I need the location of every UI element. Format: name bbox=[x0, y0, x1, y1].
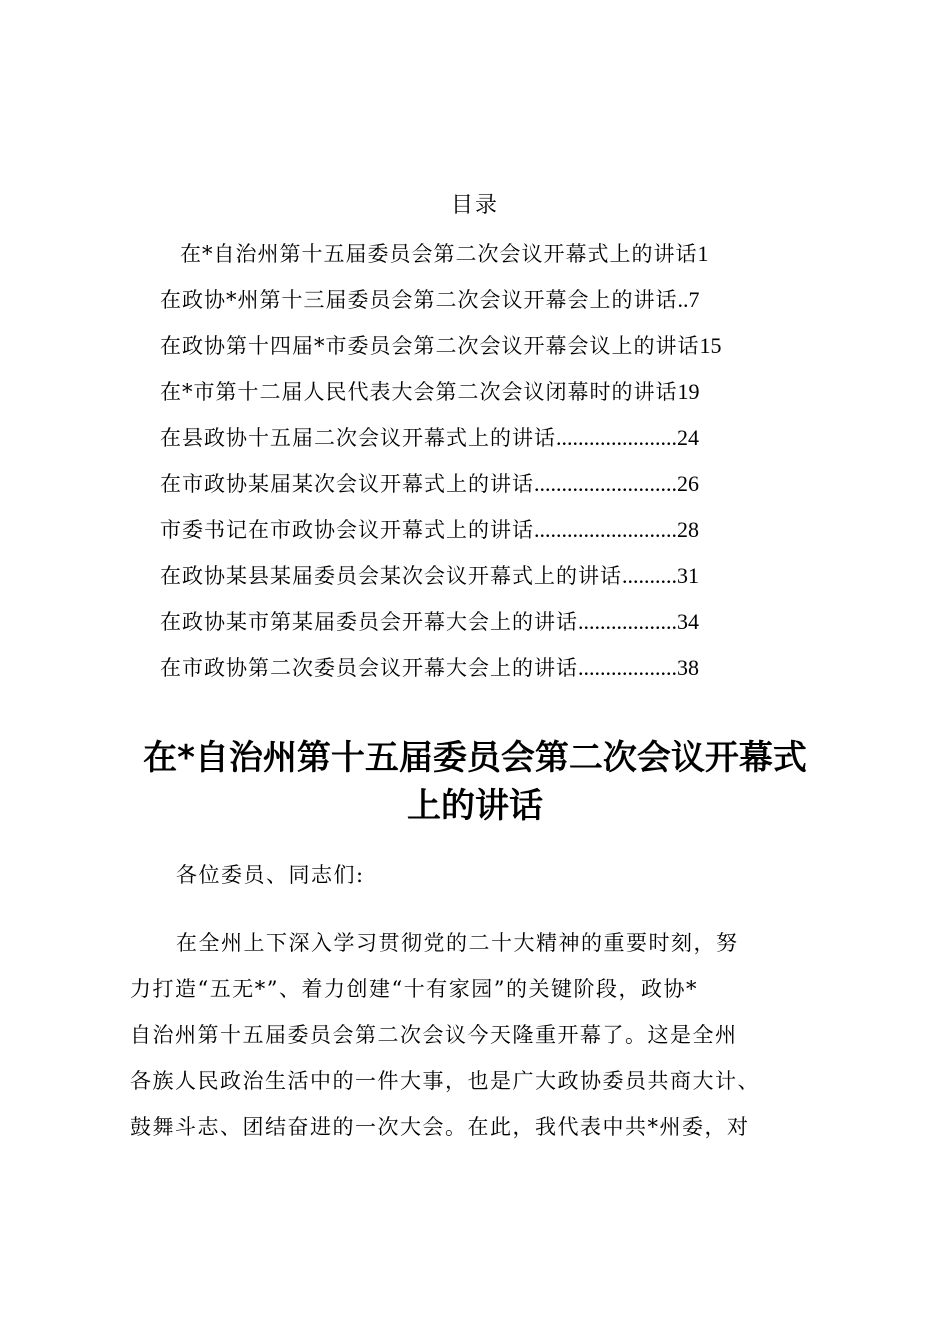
toc-entry-leader: .................. bbox=[578, 655, 677, 680]
toc-entry[interactable] bbox=[160, 606, 800, 638]
article-title-line: 上的讲话 bbox=[407, 786, 543, 826]
toc-entry-leader: .................. bbox=[578, 609, 677, 634]
paragraph-line: 鼓舞斗志、团结奋进的一次大会。在此，我代表中共*州委，对 bbox=[130, 1115, 750, 1139]
toc-entry[interactable] bbox=[160, 422, 800, 454]
toc-entry-title: 在*市第十二届人民代表大会第二次会议闭幕时的讲话 bbox=[160, 380, 678, 404]
toc-entry[interactable] bbox=[180, 238, 800, 270]
paragraph-line: 在全州上下深入学习贯彻党的二十大精神的重要时刻，努 bbox=[176, 931, 739, 955]
toc-entry-title: 在*自治州第十五届委员会第二次会议开幕式上的讲话 bbox=[180, 242, 698, 266]
toc-entry[interactable] bbox=[160, 376, 800, 408]
toc-entry-title: 市委书记在市政协会议开幕式上的讲话 bbox=[160, 518, 534, 542]
toc-entry-title: 在市政协某届某次会议开幕式上的讲话 bbox=[160, 472, 534, 496]
paragraph-line: 力打造“五无*”、着力创建“十有家园”的关键阶段，政协* bbox=[130, 977, 698, 1001]
article-title bbox=[100, 734, 850, 830]
toc-heading: 目录 bbox=[450, 193, 499, 218]
toc-entry[interactable] bbox=[160, 284, 800, 316]
toc-entry-title: 在政协某市第某届委员会开幕大会上的讲话 bbox=[160, 610, 578, 634]
toc-entry-page: 28 bbox=[677, 517, 699, 542]
toc-entry-leader: .......................... bbox=[534, 517, 677, 542]
toc-entry-title: 在政协第十四届*市委员会第二次会议开幕会议上的讲话 bbox=[160, 334, 700, 358]
toc-entry-page: 1 bbox=[697, 241, 709, 266]
toc-entry-page: 24 bbox=[677, 425, 699, 450]
toc-entry[interactable] bbox=[160, 560, 800, 592]
toc-entry-title: 在县政协十五届二次会议开幕式上的讲话 bbox=[160, 426, 556, 450]
body-paragraph bbox=[130, 920, 830, 1150]
toc-entry-leader: ...................... bbox=[556, 425, 677, 450]
toc-entry[interactable] bbox=[160, 468, 800, 500]
toc-entry-page: 38 bbox=[677, 655, 699, 680]
toc-entry-leader: .......... bbox=[622, 563, 677, 588]
paragraph-line: 各族人民政治生活中的一件大事，也是广大政协委员共商大计、 bbox=[130, 1069, 760, 1093]
toc-entry-leader: .......................... bbox=[534, 471, 677, 496]
paragraph-line: 自治州第十五届委员会第二次会议今天隆重开幕了。这是全州 bbox=[130, 1023, 738, 1047]
toc-entry[interactable] bbox=[160, 330, 820, 362]
toc-entry-page: 31 bbox=[677, 563, 699, 588]
toc-entry-page: 34 bbox=[677, 609, 699, 634]
toc-entry-title: 在政协某县某届委员会某次会议开幕式上的讲话 bbox=[160, 564, 622, 588]
salutation bbox=[130, 852, 830, 898]
article-title-line: 在*自治州第十五届委员会第二次会议开幕式 bbox=[143, 738, 807, 778]
toc-entry-leader: .. bbox=[677, 287, 689, 312]
toc-entry-page: 15 bbox=[699, 333, 722, 358]
toc-entry-page: 19 bbox=[677, 379, 700, 404]
salutation-text: 各位委员、同志们: bbox=[176, 863, 365, 887]
toc-entry-title: 在政协*州第十三届委员会第二次会议开幕会上的讲话 bbox=[160, 288, 678, 312]
toc-entry-page: 26 bbox=[677, 471, 699, 496]
toc-entry[interactable] bbox=[160, 514, 800, 546]
toc-entry[interactable] bbox=[160, 652, 800, 684]
toc-entry-title: 在市政协第二次委员会议开幕大会上的讲话 bbox=[160, 656, 578, 680]
toc-entry-page: 7 bbox=[688, 287, 700, 312]
